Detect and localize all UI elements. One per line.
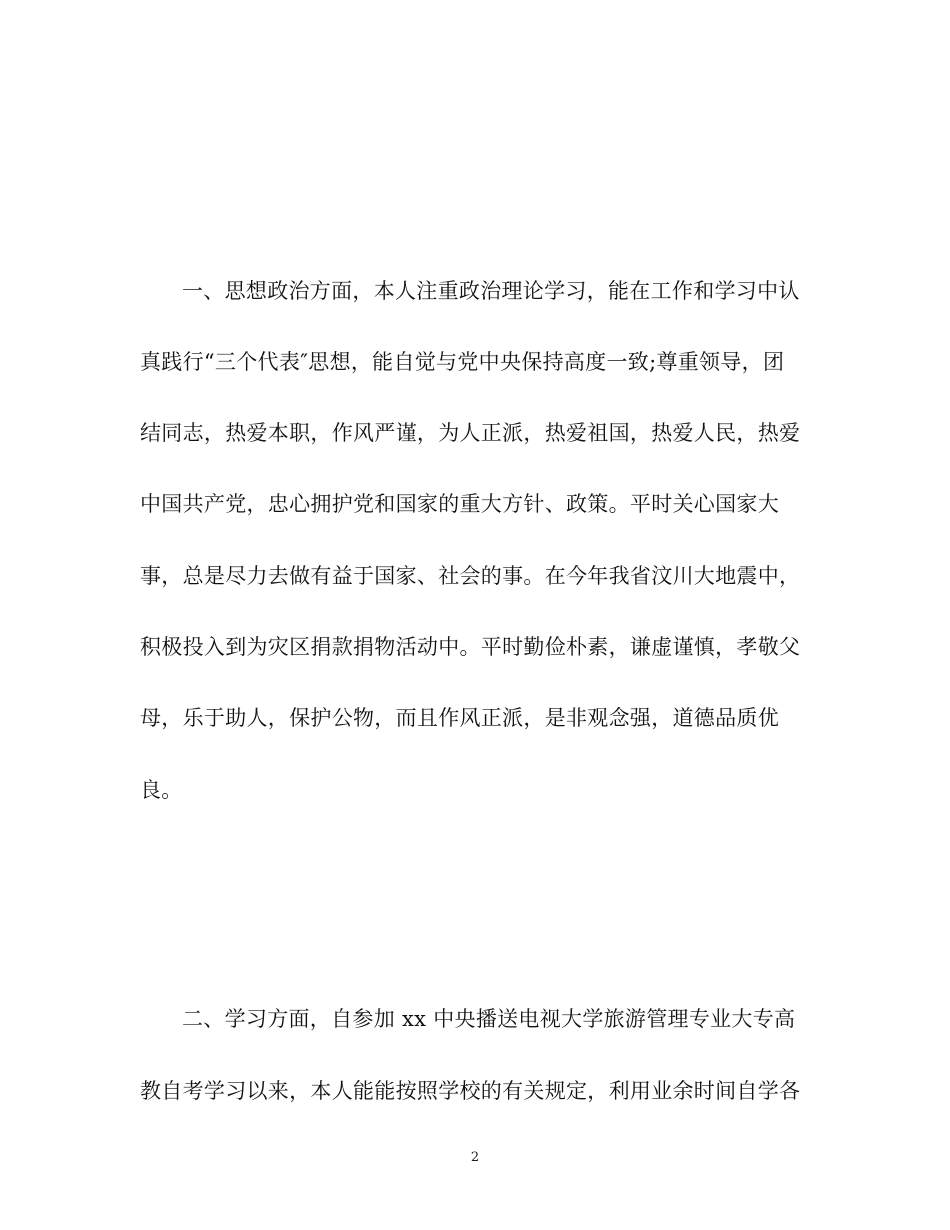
paragraph-1-line-7: 母，乐于助人，保护公物，而且作风正派，是非观念强，道德品质优 [140, 706, 779, 730]
paragraph-2-line-1: 二、学习方面，自参加 xx 中央播送电视大学旅游管理专业大专高 [182, 1007, 796, 1031]
paragraph-1-line-4: 中国共产党，忠心拥护党和国家的重大方针、政策。平时关心国家大 [140, 492, 779, 516]
paragraph-1-line-3: 结同志，热爱本职，作风严谨，为人正派，热爱祖国，热爱人民，热爱 [140, 421, 801, 445]
paragraph-1-line-5: 事，总是尽力去做有益于国家、社会的事。在今年我省汶川大地震中， [140, 564, 801, 588]
paragraph-1-line-2: 真践行“三个代表″思想，能自觉与党中央保持高度一致;尊重领导，团 [140, 350, 785, 374]
paragraph-1-line-1: 一、思想政治方面，本人注重政治理论学习，能在工作和学习中认 [182, 279, 800, 303]
paragraph-2-line-2: 教自考学习以来，本人能能按照学校的有关规定，利用业余时间自学各 [140, 1079, 801, 1103]
paragraph-1-line-6: 积极投入到为灾区捐款捐物活动中。平时勤俭朴素，谦虚谨慎，孝敬父 [140, 635, 801, 659]
page-number: 2 [470, 1150, 480, 1165]
paragraph-1-line-8: 良。 [140, 778, 183, 802]
